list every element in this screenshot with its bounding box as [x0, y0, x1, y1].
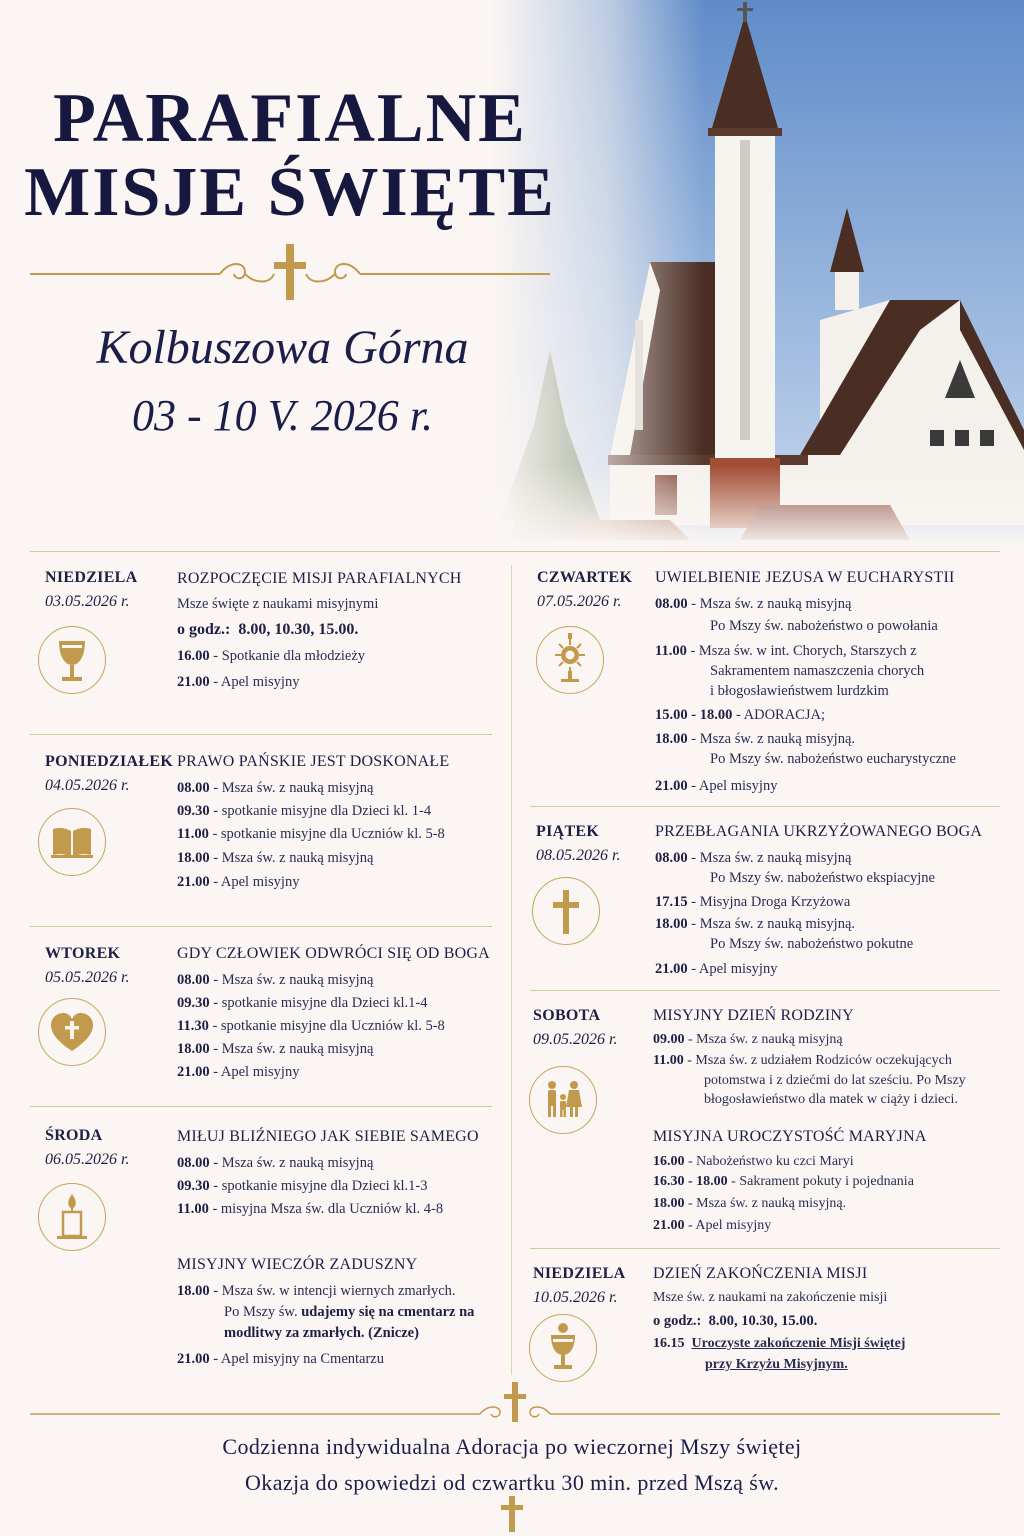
divider	[30, 551, 1000, 552]
day-header	[45, 753, 173, 795]
day-date: 06.05.2026 r.	[45, 1151, 130, 1168]
day-theme: ROZPOCZĘCIE MISJI PARAFIALNYCH	[177, 570, 462, 587]
chalice-icon	[38, 626, 106, 694]
cross-icon	[532, 877, 600, 945]
schedule-line: Msze święte z naukami misyjnymi	[177, 596, 379, 612]
monstrance-icon	[536, 626, 604, 694]
schedule-line: 09.30 - spotkanie misyjne dla Dzieci kl.1-3	[177, 1178, 428, 1194]
day-theme: GDY CZŁOWIEK ODWRÓCI SIĘ OD BOGA	[177, 945, 490, 962]
mission-dates: 03 - 10 V. 2026 r.	[131, 391, 434, 440]
schedule-line: 18.00 - Msza św. z nauką misyjną.	[655, 731, 856, 747]
day-header	[45, 1127, 129, 1169]
schedule-line: 21.00 - Apel misyjny na Cmentarzu	[177, 1351, 384, 1367]
day-name: PIĄTEK	[536, 823, 600, 840]
schedule-line: 08.00 - Msza św. z nauką misyjną	[655, 850, 852, 866]
schedule-line: przy Krzyżu Misyjnym.	[705, 1357, 848, 1372]
schedule-line: 18.00 - Msza św. z nauką misyjną.	[655, 916, 856, 932]
schedule-line: Msze św. z naukami na zakończenie misji	[653, 1290, 888, 1305]
page-title-line1: PARAFIALNE	[53, 80, 527, 157]
day-name: PONIEDZIAŁEK	[45, 753, 174, 770]
day-name: WTOREK	[45, 945, 121, 962]
day-theme: UWIELBIENIE JEZUSA W EUCHARYSTII	[655, 569, 955, 586]
day-name: CZWARTEK	[537, 569, 633, 586]
schedule-line: 09.30 - spotkanie misyjne dla Dzieci kl. 1-4	[177, 803, 432, 819]
schedule-line: 16.15 Uroczyste zakończenie Misji świętej	[653, 1336, 906, 1351]
schedule-line: 15.00 - 18.00 - ADORACJA;	[655, 707, 825, 723]
divider	[30, 734, 492, 735]
cross-icon	[497, 1496, 527, 1532]
divider	[30, 926, 492, 927]
schedule-line: 18.00 - Msza św. z nauką misyjną	[177, 1041, 374, 1057]
candle-icon	[38, 1183, 106, 1251]
day-theme: MISYJNY WIECZÓR ZADUSZNY	[177, 1256, 418, 1273]
day-theme: DZIEŃ ZAKOŃCZENIA MISJI	[653, 1265, 868, 1282]
schedule-line: 21.00 - Apel misyjny	[177, 1064, 300, 1080]
schedule-line: Po Mszy św. nabożeństwo ekspiacyjne	[710, 870, 935, 886]
family-icon	[529, 1066, 597, 1134]
chalice-host-icon	[529, 1314, 597, 1382]
schedule-line: 08.00 - Msza św. z nauką misyjną	[177, 972, 374, 988]
day-date: 10.05.2026 r.	[533, 1289, 618, 1306]
schedule-line: 18.00 - Msza św. z nauką misyjną.	[653, 1196, 847, 1211]
schedule-line: 21.00 - Apel misyjny	[177, 874, 300, 890]
schedule-line: 17.15 - Misyjna Droga Krzyżowa	[655, 894, 851, 910]
heart-cross-icon	[38, 998, 106, 1066]
footer-confession-note: Okazja do spowiedzi od czwartku 30 min. przed Mszą św.	[245, 1470, 779, 1495]
divider	[530, 806, 1000, 807]
schedule-line: 16.00 - Spotkanie dla młodzieży	[177, 648, 366, 664]
day-date: 03.05.2026 r.	[45, 593, 130, 610]
day-date: 08.05.2026 r.	[536, 847, 621, 864]
schedule-line: Po Mszy św. nabożeństwo eucharystyczne	[710, 751, 956, 767]
day-date: 04.05.2026 r.	[45, 777, 130, 794]
schedule-line: 08.00 - Msza św. z nauką misyjną	[655, 596, 852, 612]
schedule-line: 18.00 - Msza św. z nauką misyjną	[177, 850, 374, 866]
schedule-line: modlitwy za zmarłych. (Znicze)	[224, 1325, 419, 1341]
schedule-line: 16.30 - 18.00 - Sakrament pokuty i pojednania	[653, 1174, 914, 1189]
schedule-line: 11.00 - Msza św. z udziałem Rodziców oczekujących	[653, 1053, 952, 1068]
day-theme: MISYJNY DZIEŃ RODZINY	[653, 1007, 854, 1024]
schedule-line: błogosławieństwo dla matek w ciąży i dzieci.	[704, 1092, 958, 1107]
day-header	[533, 1265, 626, 1307]
schedule-line: 11.00 - Msza św. w int. Chorych, Starszych z	[655, 643, 917, 659]
church-photo	[490, 0, 1024, 548]
schedule-line: Po Mszy św. udajemy się na cmentarz na	[224, 1304, 475, 1320]
column-divider	[511, 565, 512, 1375]
schedule-line: Sakramentem namaszczenia chorych	[710, 663, 925, 679]
schedule-line: potomstwa i z dziećmi do lat sześciu. Po Mszy	[704, 1073, 966, 1088]
schedule-line: 21.00 - Apel misyjny	[653, 1218, 772, 1233]
day-name: NIEDZIELA	[533, 1265, 626, 1282]
day-theme: MIŁUJ BLIŹNIEGO JAK SIEBIE SAMEGO	[177, 1128, 479, 1145]
schedule-line: 08.00 - Msza św. z nauką misyjną	[177, 1155, 374, 1171]
schedule-line: Po Mszy św. nabożeństwo o powołania	[710, 618, 938, 634]
day-header	[533, 1007, 617, 1049]
day-date: 09.05.2026 r.	[533, 1031, 618, 1048]
schedule-line: 11.30 - spotkanie misyjne dla Uczniów kl. 5-8	[177, 1018, 445, 1034]
day-theme: MISYJNA UROCZYSTOŚĆ MARYJNA	[653, 1128, 927, 1145]
day-theme: PRZEBŁAGANIA UKRZYŻOWANEGO BOGA	[655, 823, 983, 840]
day-header	[537, 569, 632, 611]
schedule-line: 11.00 - spotkanie misyjne dla Uczniów kl. 5-8	[177, 826, 445, 842]
schedule-line: 11.00 - misyjna Msza św. dla Uczniów kl. 4-8	[177, 1201, 444, 1217]
schedule-line: 18.00 - Msza św. w intencji wiernych zmarłych.	[177, 1283, 456, 1299]
divider	[30, 1106, 492, 1107]
schedule-line: i błogosławieństwem lurdzkim	[710, 683, 889, 699]
day-header	[536, 823, 620, 865]
day-theme: PRAWO PAŃSKIE JEST DOSKONAŁE	[177, 753, 450, 770]
day-name: NIEDZIELA	[45, 569, 138, 586]
day-header	[45, 569, 138, 611]
footer-adoration-note: Codzienna indywidualna Adoracja po wieczornej Mszy świętej	[222, 1434, 802, 1459]
schedule-line: 21.00 - Apel misyjny	[655, 778, 778, 794]
cross-flourish-divider	[30, 240, 550, 304]
schedule-line: Po Mszy św. nabożeństwo pokutne	[710, 936, 914, 952]
schedule-line: o godz.: 8.00, 10.30, 15.00.	[177, 621, 359, 638]
open-book-icon	[38, 808, 106, 876]
day-date: 07.05.2026 r.	[537, 593, 622, 610]
schedule-line: o godz.: 8.00, 10.30, 15.00.	[653, 1313, 818, 1329]
schedule-line: 16.00 - Nabożeństwo ku czci Maryi	[653, 1154, 854, 1169]
schedule-line: 08.00 - Msza św. z nauką misyjną	[177, 780, 374, 796]
day-date: 05.05.2026 r.	[45, 969, 130, 986]
schedule-line: 09.00 - Msza św. z nauką misyjną	[653, 1032, 843, 1047]
divider	[530, 1248, 1000, 1249]
parish-name: Kolbuszowa Górna	[96, 321, 469, 374]
page-title-line2: MISJE ŚWIĘTE	[24, 154, 556, 231]
day-header	[45, 945, 129, 987]
schedule-line: 21.00 - Apel misyjny	[655, 961, 778, 977]
divider	[530, 990, 1000, 991]
schedule-line: 21.00 - Apel misyjny	[177, 674, 300, 690]
cross-flourish-divider	[30, 1380, 1000, 1425]
day-name: ŚRODA	[45, 1127, 103, 1144]
schedule-line: 09.30 - spotkanie misyjne dla Dzieci kl.1-4	[177, 995, 428, 1011]
day-name: SOBOTA	[533, 1007, 601, 1024]
